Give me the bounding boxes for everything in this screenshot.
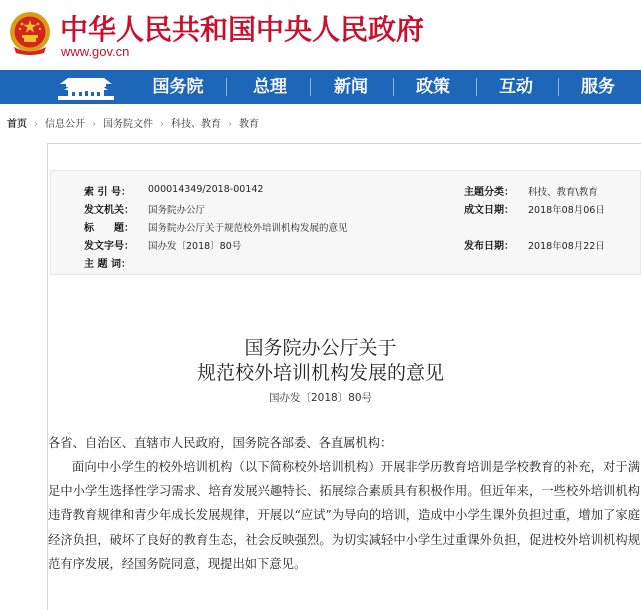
created-date-value: 2018年08月06日 <box>528 205 605 216</box>
main-nav <box>0 70 641 104</box>
breadcrumb-state-council-documents[interactable]: 国务院文件 <box>103 119 153 130</box>
breadcrumb-info-disclosure[interactable]: 信息公开 <box>45 119 85 130</box>
national-emblem-icon[interactable] <box>8 9 52 57</box>
title-label: 标 题： <box>84 223 134 234</box>
breadcrumb-education[interactable]: 教育 <box>239 119 259 130</box>
breadcrumb <box>7 115 259 130</box>
document-title-line-2: 规范校外培训机构发展的意见 <box>196 362 444 384</box>
site-title[interactable]: 中华人民共和国中央人民政府 <box>60 13 425 46</box>
site-header <box>0 0 641 70</box>
issuer-value: 国务院办公厅 <box>148 205 206 216</box>
published-date-value: 2018年08月22日 <box>528 241 605 252</box>
site-url[interactable]: www.gov.cn <box>61 44 130 59</box>
document-number-label: 发文字号： <box>84 241 134 252</box>
index-number-label: 索 引 号： <box>84 187 131 198</box>
title-value: 国务院办公厅关于规范校外培训机构发展的意见 <box>148 223 348 234</box>
nav-item-news[interactable]: 新闻 <box>334 77 368 97</box>
breadcrumb-home[interactable]: 首页 <box>7 119 27 130</box>
nav-separator <box>226 78 227 96</box>
chevron-right-icon: › <box>228 119 232 130</box>
keywords-label: 主 题 词： <box>84 259 131 270</box>
document-salutation: 各省、自治区、直辖市人民政府，国务院各部委、各直属机构： <box>48 436 393 450</box>
chevron-right-icon: › <box>92 119 96 130</box>
issuer-label: 发文机关： <box>84 205 134 216</box>
nav-item-state-council[interactable]: 国务院 <box>152 77 204 97</box>
nav-item-services[interactable]: 服务 <box>581 77 615 97</box>
document-title-line-1: 国务院办公厅关于 <box>244 337 397 359</box>
document-paragraph: 面向中小学生的校外培训机构（以下简称校外培训机构）开展非学历教育培训是学校教育的补充，对于满足中小学生选择性学习需求、培育发展兴趣特长、拓展综合素质具有积极作用。但近年来，一些校外培训机构违背教育规律和青少年成长发展规律，开展以“应试”为导向的培训，造成中小学生课外负担过重，增加了家庭经济负担，破坏了良好的教育生态，社会反映强烈。为切实减轻中小学生过重课外负担，促进校外培训机构规范有序发展，经国务院同意，现提出如下意见。 <box>48 460 640 571</box>
breadcrumb-science-education[interactable]: 科技、教育 <box>171 119 221 130</box>
topic-value: 科技、教育\教育 <box>528 187 598 198</box>
chevron-right-icon: › <box>34 119 38 130</box>
tiananmen-icon <box>54 72 118 102</box>
nav-item-interaction[interactable]: 互动 <box>499 77 533 97</box>
published-date-label: 发布日期： <box>464 241 514 252</box>
document-number-value: 国办发〔2018〕80号 <box>148 241 242 252</box>
nav-item-premier[interactable]: 总理 <box>253 77 287 97</box>
chevron-right-icon: › <box>160 119 164 130</box>
created-date-label: 成文日期： <box>464 205 514 216</box>
document-metadata <box>50 170 641 275</box>
topic-label: 主题分类： <box>464 187 514 198</box>
index-number-value: 000014349/2018-00142 <box>148 184 264 195</box>
document-number: 国办发〔2018〕80号 <box>268 392 373 404</box>
nav-item-policy[interactable]: 政策 <box>416 77 450 97</box>
